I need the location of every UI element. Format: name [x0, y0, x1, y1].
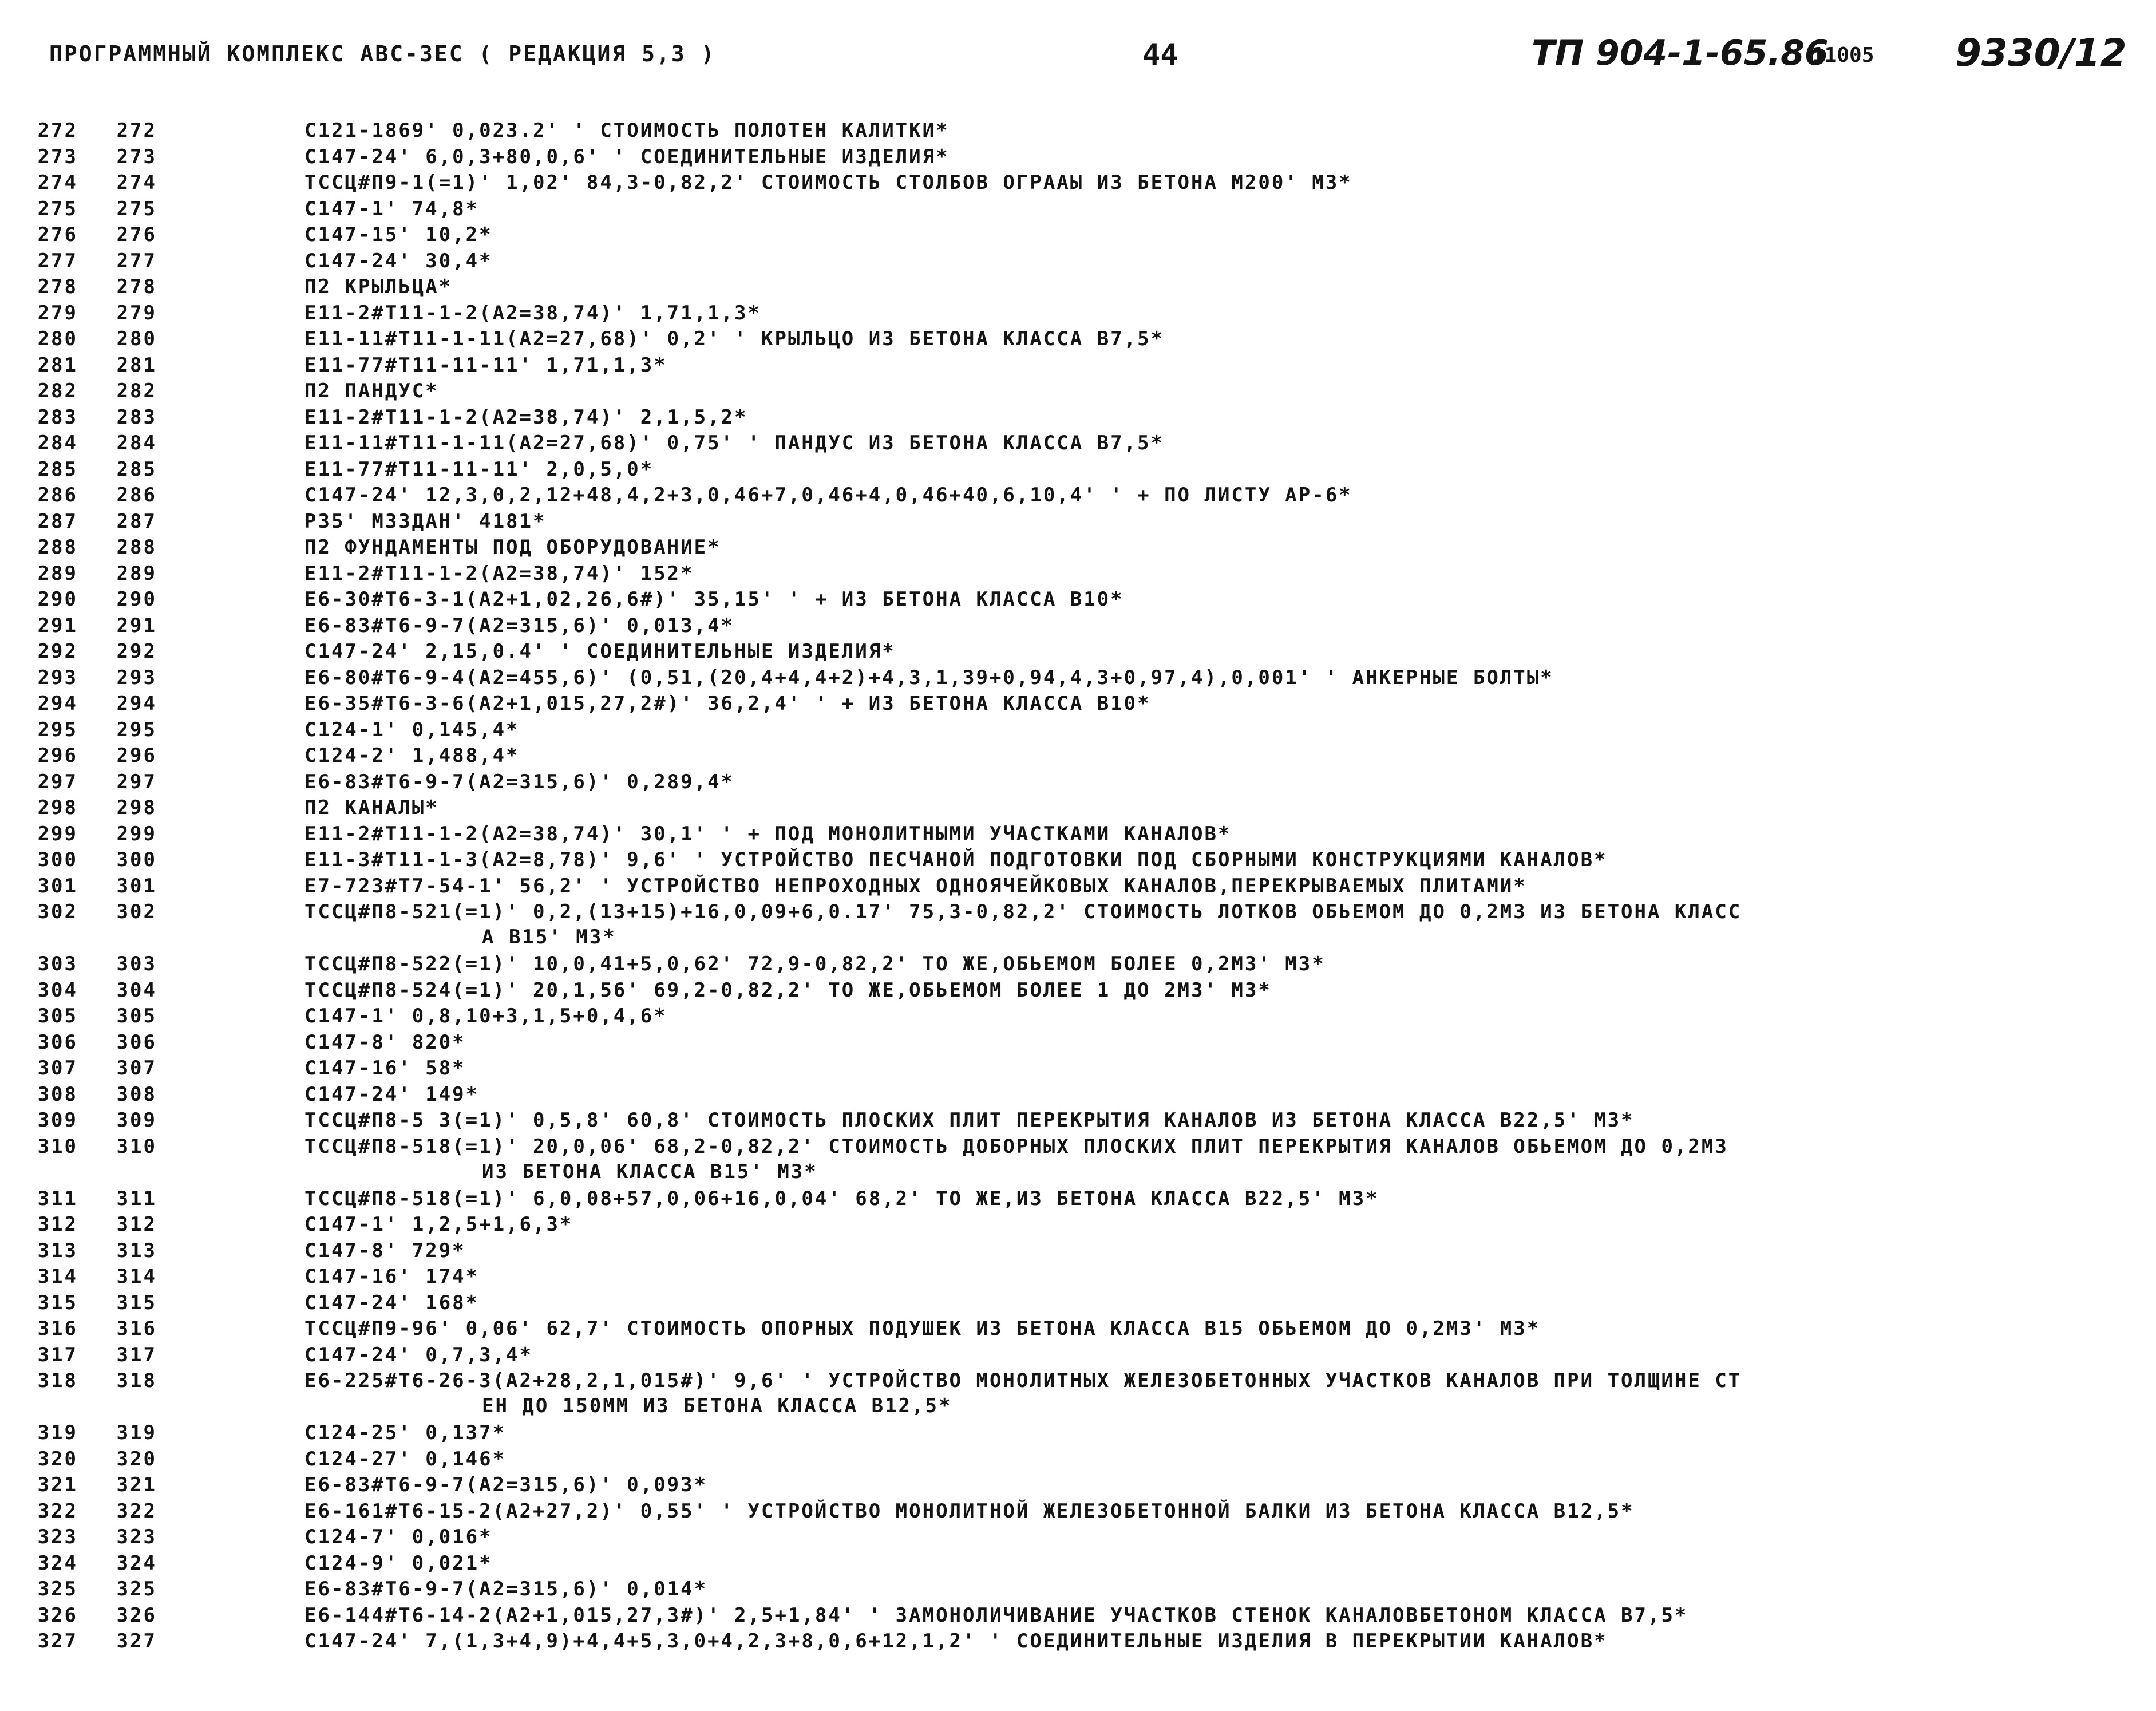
line-text-main: С124-7' 0,016*: [304, 1526, 493, 1548]
line-text: [304, 743, 2090, 768]
line-number: 308: [37, 1082, 78, 1106]
listing-row: [0, 769, 2156, 796]
line-number: 305: [37, 1005, 78, 1028]
source-line-number: 273: [116, 145, 157, 168]
listing-row: [0, 1264, 2156, 1290]
line-text: [304, 457, 2090, 482]
line-text-main: С124-25' 0,137*: [304, 1421, 507, 1444]
line-text: [304, 978, 2090, 1003]
listing-row: [0, 378, 2156, 405]
line-text-main: Е11-3#Т11-1-3(А2=8,78)' 9,6' ' УСТРОЙСТВО ПЕСЧАНОЙ ПОДГОТОВКИ ПОД СБОРНЫМИ КОНСТРУКЦИЯМИ КАНАЛОВ*: [304, 848, 1608, 871]
source-line-number: 288: [116, 536, 157, 559]
line-text: [304, 1186, 2090, 1211]
line-number: 327: [37, 1630, 78, 1653]
source-line-number: 297: [116, 770, 157, 793]
listing-row: [0, 1524, 2156, 1551]
line-text: [304, 1447, 2090, 1472]
line-text-main: С147-8' 729*: [304, 1239, 466, 1262]
source-line-number: 295: [116, 718, 157, 741]
listing-row: [0, 899, 2156, 951]
line-text: [304, 1056, 2090, 1081]
line-number: 296: [37, 744, 78, 767]
listing-row: [0, 1134, 2156, 1186]
source-line-number: 291: [116, 614, 157, 637]
source-line-number: 287: [116, 509, 157, 533]
line-text-main: Е6-144#Т6-14-2(А2+1,015,27,3#)' 2,5+1,84' ' ЗАМОНОЛИЧИВАНИЕ УЧАСТКОВ СТЕНОК КАНАЛОВБЕТОНОМ КЛАССА В7,5*: [304, 1603, 1688, 1627]
line-text: [304, 847, 2090, 872]
line-number: 317: [37, 1343, 78, 1366]
source-line-number: 275: [116, 197, 157, 220]
line-text: [304, 144, 2090, 169]
line-text-main: Е6-225#Т6-26-3(А2+28,2,1,015#)' 9,6' ' УСТРОЙСТВО МОНОЛИТНЫХ ЖЕЛЕЗОБЕТОННЫХ УЧАСТКОВ КАНАЛОВ ПРИ ТОЛЩИНЕ СТ: [304, 1369, 1742, 1392]
listing-row: [0, 1212, 2156, 1238]
line-text-main: Е6-35#Т6-3-6(А2+1,015,27,2#)' 36,2,4' ' + ИЗ БЕТОНА КЛАССА В10*: [304, 692, 1151, 715]
listing-row: [0, 301, 2156, 327]
source-line-number: 322: [116, 1499, 157, 1523]
source-line-number: 302: [116, 900, 157, 923]
line-number: 277: [37, 249, 78, 272]
line-text: [304, 301, 2090, 326]
line-number: 278: [37, 275, 78, 298]
line-text: [304, 1030, 2090, 1055]
line-text: [304, 1003, 2090, 1029]
sheet-number: 9330/12: [1955, 31, 2127, 75]
source-line-number: 272: [116, 119, 157, 142]
line-number: 307: [37, 1057, 78, 1080]
source-line-number: 285: [116, 457, 157, 481]
line-text-main: ТССЦ#П8-518(=1)' 20,0,06' 68,2-0,82,2' СТОИМОСТЬ ДОБОРНЫХ ПЛОСКИХ ПЛИТ ПЕРЕКРЫТИЯ КАНАЛОВ ОБЬЕМОМ ДО 0,2М3: [304, 1135, 1728, 1158]
line-text: [304, 587, 2090, 612]
line-text: [304, 1238, 2090, 1263]
source-line-number: 317: [116, 1343, 157, 1366]
line-text: [304, 1368, 2090, 1418]
line-text: [304, 1290, 2090, 1315]
line-text: [304, 353, 2090, 378]
listing-row: [0, 1108, 2156, 1134]
line-text-main: П2 ФУНДАМЕНТЫ ПОД ОБОРУДОВАНИЕ*: [304, 536, 721, 559]
line-text-main: С124-27' 0,146*: [304, 1447, 507, 1471]
line-number: 319: [37, 1421, 78, 1444]
line-text-main: С147-24' 12,3,0,2,12+48,4,2+3,0,46+7,0,46+4,0,46+40,6,10,4' ' + ПО ЛИСТУ АР-6*: [304, 484, 1352, 507]
listing-row: [0, 535, 2156, 561]
page-header: [49, 31, 2127, 87]
line-text: [304, 248, 2090, 274]
line-text-main: С147-24' 2,15,0.4' ' СОЕДИНИТЕЛЬНЫЕ ИЗДЕЛИЯ*: [304, 640, 896, 663]
line-number: 288: [37, 536, 78, 559]
source-line-number: 327: [116, 1630, 157, 1653]
line-number: 323: [37, 1526, 78, 1548]
line-number: 322: [37, 1499, 78, 1523]
line-number: 324: [37, 1551, 78, 1575]
line-text: [304, 170, 2090, 195]
line-text-main: Е6-161#Т6-15-2(А2+27,2)' 0,55' ' УСТРОЙСТВО МОНОЛИТНОЙ ЖЕЛЕЗОБЕТОННОЙ БАЛКИ ИЗ БЕТОНА КЛАССА В12,5*: [304, 1499, 1635, 1523]
document-code: ТП 904-1-65.86: [1532, 33, 1829, 73]
line-text-main: С124-2' 1,488,4*: [304, 744, 520, 767]
source-line-number: 301: [116, 874, 157, 898]
line-text: [304, 509, 2090, 534]
line-text-main: Е6-80#Т6-9-4(А2=455,6)' (0,51,(20,4+4,4+2)+4,3,1,39+0,94,4,3+0,97,4),0,001' ' АНКЕРНЫЕ БОЛТЫ*: [304, 666, 1554, 689]
listing-row: [0, 170, 2156, 196]
listing-row: [0, 743, 2156, 769]
line-number: 295: [37, 718, 78, 741]
line-number: 291: [37, 614, 78, 637]
line-text-main: П2 ПАНДУС*: [304, 380, 439, 402]
listing-row: [0, 587, 2156, 613]
line-number: 315: [37, 1291, 78, 1314]
line-number: 303: [37, 953, 78, 975]
listing-row: [0, 1472, 2156, 1499]
listing-row: [0, 430, 2156, 457]
line-text: [304, 1499, 2090, 1524]
line-text-main: ТССЦ#П8-5 3(=1)' 0,5,8' 60,8' СТОИМОСТЬ ПЛОСКИХ ПЛИТ ПЕРЕКРЫТИЯ КАНАЛОВ ИЗ БЕТОНА КЛАССА В22,5' М3*: [304, 1109, 1635, 1132]
line-number: 313: [37, 1239, 78, 1262]
line-text-main: С147-1' 74,8*: [304, 197, 480, 220]
listing-row: [0, 1420, 2156, 1447]
line-text: [304, 326, 2090, 351]
line-number: 321: [37, 1473, 78, 1496]
listing-row: [0, 613, 2156, 639]
source-line-number: 308: [116, 1082, 157, 1106]
line-text: [304, 717, 2090, 742]
source-line-number: 310: [116, 1135, 157, 1158]
source-line-number: 280: [116, 327, 157, 350]
line-text-main: Е6-83#Т6-9-7(А2=315,6)' 0,013,4*: [304, 614, 735, 637]
line-number: 306: [37, 1030, 78, 1054]
listing-row: [0, 353, 2156, 379]
line-number: 312: [37, 1213, 78, 1236]
program-title: ПРОГРАММНЫЙ КОМПЛЕКС АВС-3ЕС ( РЕДАКЦИЯ 5,3 ): [49, 41, 716, 66]
line-text: [304, 1342, 2090, 1368]
line-number: 289: [37, 562, 78, 585]
line-number: 285: [37, 457, 78, 481]
listing-row: [0, 1030, 2156, 1056]
source-line-number: 278: [116, 275, 157, 298]
line-text-main: С147-24' 6,0,3+80,0,6' ' СОЕДИНИТЕЛЬНЫЕ ИЗДЕЛИЯ*: [304, 145, 950, 168]
line-text-main: Е6-83#Т6-9-7(А2=315,6)' 0,014*: [304, 1578, 708, 1601]
line-text: [304, 561, 2090, 586]
line-text-main: С124-1' 0,145,4*: [304, 718, 520, 741]
line-number: 301: [37, 874, 78, 898]
line-number: 272: [37, 119, 78, 142]
line-text-main: Е11-77#Т11-11-11' 2,0,5,0*: [304, 457, 654, 481]
line-text-main: Е11-11#Т11-1-11(А2=27,68)' 0,75' ' ПАНДУС ИЗ БЕТОНА КЛАССА В7,5*: [304, 432, 1165, 455]
line-text-continuation: А В15' М3*: [482, 926, 616, 949]
line-number: 320: [37, 1447, 78, 1471]
line-text: [304, 1212, 2090, 1237]
line-text: [304, 483, 2090, 508]
line-text: [304, 1108, 2090, 1133]
line-text-main: Е7-723#Т7-54-1' 56,2' ' УСТРОЙСТВО НЕПРОХОДНЫХ ОДНОЯЧЕЙКОВЫХ КАНАЛОВ,ПЕРЕКРЫВАЕМЫХ ПЛИТАМИ*: [304, 874, 1527, 898]
line-number: 311: [37, 1187, 78, 1210]
listing-row: [0, 118, 2156, 144]
line-text-main: С147-1' 0,8,10+3,1,5+0,4,6*: [304, 1005, 667, 1028]
source-line-number: 314: [116, 1265, 157, 1288]
source-line-number: 276: [116, 223, 157, 246]
source-line-number: 299: [116, 822, 157, 845]
listing-row: [0, 509, 2156, 535]
source-line-number: 303: [116, 953, 157, 975]
source-line-number: 320: [116, 1447, 157, 1471]
line-text-main: С147-8' 820*: [304, 1030, 466, 1054]
line-text: [304, 1082, 2090, 1107]
line-text: [304, 1472, 2090, 1497]
source-line-number: 290: [116, 588, 157, 611]
line-text-main: Р35' М3ЗДАН' 4181*: [304, 509, 547, 533]
line-text: [304, 951, 2090, 977]
source-line-number: 298: [116, 796, 157, 819]
source-line-number: 324: [116, 1551, 157, 1575]
line-text-main: С124-9' 0,021*: [304, 1551, 493, 1575]
line-text: [304, 1134, 2090, 1184]
line-text: [304, 1420, 2090, 1445]
line-text-main: Е11-2#Т11-1-2(А2=38,74)' 152*: [304, 562, 694, 585]
line-number: 309: [37, 1109, 78, 1132]
source-line-number: 305: [116, 1005, 157, 1028]
source-line-number: 274: [116, 171, 157, 194]
line-text: [304, 378, 2090, 404]
line-text-main: С147-16' 58*: [304, 1057, 466, 1080]
line-number: 276: [37, 223, 78, 246]
listing-row: [0, 1629, 2156, 1655]
line-text-continuation: ЕН ДО 150ММ ИЗ БЕТОНА КЛАССА В12,5*: [482, 1394, 952, 1417]
line-text-main: С147-15' 10,2*: [304, 223, 493, 246]
line-number: 299: [37, 822, 78, 845]
line-number: 279: [37, 301, 78, 325]
line-text-main: С147-1' 1,2,5+1,6,3*: [304, 1213, 573, 1236]
line-number: 292: [37, 640, 78, 663]
line-number: 302: [37, 900, 78, 923]
line-number: 280: [37, 327, 78, 350]
listing-row: [0, 144, 2156, 171]
source-line-number: 321: [116, 1473, 157, 1496]
line-text-main: Е6-83#Т6-9-7(А2=315,6)' 0,289,4*: [304, 770, 735, 793]
line-text: [304, 274, 2090, 299]
listing-row: [0, 1342, 2156, 1369]
source-line-number: 284: [116, 432, 157, 455]
line-text-main: Е11-11#Т11-1-11(А2=27,68)' 0,2' ' КРЫЛЬЦО ИЗ БЕТОНА КЛАССА В7,5*: [304, 327, 1165, 350]
source-line-number: 315: [116, 1291, 157, 1314]
line-text: [304, 1524, 2090, 1550]
listing-row: [0, 1003, 2156, 1030]
source-line-number: 286: [116, 484, 157, 507]
source-line-number: 323: [116, 1526, 157, 1548]
listing-row: [0, 1551, 2156, 1577]
listing-row: [0, 717, 2156, 744]
line-number: 283: [37, 405, 78, 429]
line-text-main: ТССЦ#П8-524(=1)' 20,1,56' 69,2-0,82,2' ТО ЖЕ,ОБЬЕМОМ БОЛЕЕ 1 ДО 2М3' М3*: [304, 978, 1272, 1002]
line-text-main: Е11-2#Т11-1-2(А2=38,74)' 30,1' ' + ПОД МОНОЛИТНЫМИ УЧАСТКАМИ КАНАЛОВ*: [304, 822, 1232, 845]
line-number: 318: [37, 1369, 78, 1392]
line-text: [304, 1316, 2090, 1341]
listing-row: [0, 457, 2156, 483]
source-line-number: 289: [116, 562, 157, 585]
line-text-main: Е6-83#Т6-9-7(А2=315,6)' 0,093*: [304, 1473, 708, 1496]
source-line-number: 279: [116, 301, 157, 325]
listing-row: [0, 248, 2156, 275]
listing-row: [0, 196, 2156, 223]
source-line-number: 309: [116, 1109, 157, 1132]
line-text: [304, 430, 2090, 456]
line-text-continuation: ИЗ БЕТОНА КЛАССА В15' М3*: [482, 1160, 818, 1183]
listing-row: [0, 1603, 2156, 1629]
line-number: 286: [37, 484, 78, 507]
line-number: 310: [37, 1135, 78, 1158]
source-line-number: 306: [116, 1030, 157, 1054]
listing-row: [0, 1447, 2156, 1473]
line-text: [304, 118, 2090, 143]
page-number: 44: [1142, 38, 1178, 72]
listing-row: [0, 639, 2156, 665]
line-text: [304, 1264, 2090, 1289]
listing-row: [0, 847, 2156, 874]
line-number: 284: [37, 432, 78, 455]
line-text-main: С147-16' 174*: [304, 1265, 480, 1288]
listing-row: [0, 821, 2156, 848]
line-number: 274: [37, 171, 78, 194]
line-number: 298: [37, 796, 78, 819]
listing-row: [0, 874, 2156, 900]
source-line-number: 312: [116, 1213, 157, 1236]
line-text-main: ТССЦ#П8-522(=1)' 10,0,41+5,0,62' 72,9-0,82,2' ТО ЖЕ,ОБЬЕМОМ БОЛЕЕ 0,2М3' М3*: [304, 953, 1326, 975]
source-line-number: 294: [116, 692, 157, 715]
listing-row: [0, 222, 2156, 248]
line-text: [304, 769, 2090, 795]
source-line-number: 316: [116, 1317, 157, 1340]
listing-row: [0, 326, 2156, 353]
listing-row: [0, 1056, 2156, 1082]
listing-row: [0, 1499, 2156, 1525]
line-number: 282: [37, 380, 78, 402]
listing-row: [0, 951, 2156, 978]
line-text: [304, 1551, 2090, 1576]
source-line-number: 282: [116, 380, 157, 402]
line-text: [304, 795, 2090, 820]
line-text: [304, 196, 2090, 222]
listing-row: [0, 1576, 2156, 1603]
line-text-main: П2 КРЫЛЬЦА*: [304, 275, 453, 298]
listing-row: [0, 1316, 2156, 1342]
line-text: [304, 1629, 2090, 1654]
source-line-number: 292: [116, 640, 157, 663]
line-text: [304, 535, 2090, 560]
line-number: 297: [37, 770, 78, 793]
line-text: [304, 821, 2090, 847]
line-text: [304, 691, 2090, 716]
listing-row: [0, 1368, 2156, 1420]
listing-row: [0, 1186, 2156, 1212]
source-line-number: 283: [116, 405, 157, 429]
listing-row: [0, 561, 2156, 587]
line-text-main: С147-24' 0,7,3,4*: [304, 1343, 533, 1366]
line-number: 316: [37, 1317, 78, 1340]
source-line-number: 319: [116, 1421, 157, 1444]
line-text: [304, 405, 2090, 430]
source-line-number: 325: [116, 1578, 157, 1601]
line-number: 287: [37, 509, 78, 533]
listing-row: [0, 691, 2156, 717]
source-line-number: 296: [116, 744, 157, 767]
line-number: 275: [37, 197, 78, 220]
line-number: 290: [37, 588, 78, 611]
source-line-number: 300: [116, 848, 157, 871]
line-text-main: П2 КАНАЛЫ*: [304, 796, 439, 819]
listing-row: [0, 1082, 2156, 1108]
line-text-main: ТССЦ#П8-518(=1)' 6,0,08+57,0,06+16,0,04' 68,2' ТО ЖЕ,ИЗ БЕТОНА КЛАССА В22,5' М3*: [304, 1187, 1379, 1210]
line-number: 293: [37, 666, 78, 689]
listing-row: [0, 978, 2156, 1004]
line-number: 273: [37, 145, 78, 168]
listing-row: [0, 665, 2156, 691]
source-line-number: 311: [116, 1187, 157, 1210]
line-number: 281: [37, 353, 78, 377]
source-line-number: 281: [116, 353, 157, 377]
line-number: 294: [37, 692, 78, 715]
line-text-main: ТССЦ#П9-96' 0,06' 62,7' СТОИМОСТЬ ОПОРНЫХ ПОДУШЕК ИЗ БЕТОНА КЛАССА В15 ОБЬЕМОМ ДО 0,2М3' М3*: [304, 1317, 1541, 1340]
source-line-number: 304: [116, 978, 157, 1002]
line-text-main: Е11-2#Т11-1-2(А2=38,74)' 2,1,5,2*: [304, 405, 748, 429]
line-text: [304, 1603, 2090, 1628]
document-number: 11005: [1812, 44, 1874, 67]
listing-row: [0, 1290, 2156, 1317]
line-number: 300: [37, 848, 78, 871]
line-text: [304, 1576, 2090, 1602]
line-text-main: ТССЦ#П8-521(=1)' 0,2,(13+15)+16,0,09+6,0.17' 75,3-0,82,2' СТОИМОСТЬ ЛОТКОВ ОБЬЕМОМ ДО 0,2М3 ИЗ БЕТОНА КЛАСС: [304, 900, 1742, 923]
line-number: 325: [37, 1578, 78, 1601]
line-text-main: С147-24' 168*: [304, 1291, 480, 1314]
source-line-number: 307: [116, 1057, 157, 1080]
listing-row: [0, 483, 2156, 509]
line-text: [304, 899, 2090, 950]
line-number: 304: [37, 978, 78, 1002]
line-text: [304, 665, 2090, 690]
line-text: [304, 222, 2090, 247]
line-text-main: С147-24' 30,4*: [304, 249, 493, 272]
line-text-main: Е6-30#Т6-3-1(А2+1,02,26,6#)' 35,15' ' + ИЗ БЕТОНА КЛАССА В10*: [304, 588, 1124, 611]
listing-row: [0, 274, 2156, 301]
line-text-main: Е11-2#Т11-1-2(А2=38,74)' 1,71,1,3*: [304, 301, 761, 325]
line-text-main: Е11-77#Т11-11-11' 1,71,1,3*: [304, 353, 667, 377]
line-text: [304, 639, 2090, 664]
source-line-number: 277: [116, 249, 157, 272]
line-number: 314: [37, 1265, 78, 1288]
line-text-main: С147-24' 7,(1,3+4,9)+4,4+5,3,0+4,2,3+8,0,6+12,1,2' ' СОЕДИНИТЕЛЬНЫЕ ИЗДЕЛИЯ В ПЕРЕКРЫТИИ КАНАЛОВ*: [304, 1630, 1608, 1653]
listing-row: [0, 1238, 2156, 1265]
line-text-main: С121-1869' 0,023.2' ' СТОИМОСТЬ ПОЛОТЕН КАЛИТКИ*: [304, 119, 950, 142]
source-line-number: 326: [116, 1603, 157, 1627]
source-line-number: 313: [116, 1239, 157, 1262]
line-text: [304, 874, 2090, 899]
listing-row: [0, 405, 2156, 431]
listing-row: [0, 795, 2156, 821]
line-text: [304, 613, 2090, 638]
source-line-number: 318: [116, 1369, 157, 1392]
line-text-main: С147-24' 149*: [304, 1082, 480, 1106]
source-line-number: 293: [116, 666, 157, 689]
listing: [0, 118, 2156, 1655]
line-number: 326: [37, 1603, 78, 1627]
line-text-main: ТССЦ#П9-1(=1)' 1,02' 84,3-0,82,2' СТОИМОСТЬ СТОЛБОВ ОГРААЫ ИЗ БЕТОНА М200' М3*: [304, 171, 1352, 194]
